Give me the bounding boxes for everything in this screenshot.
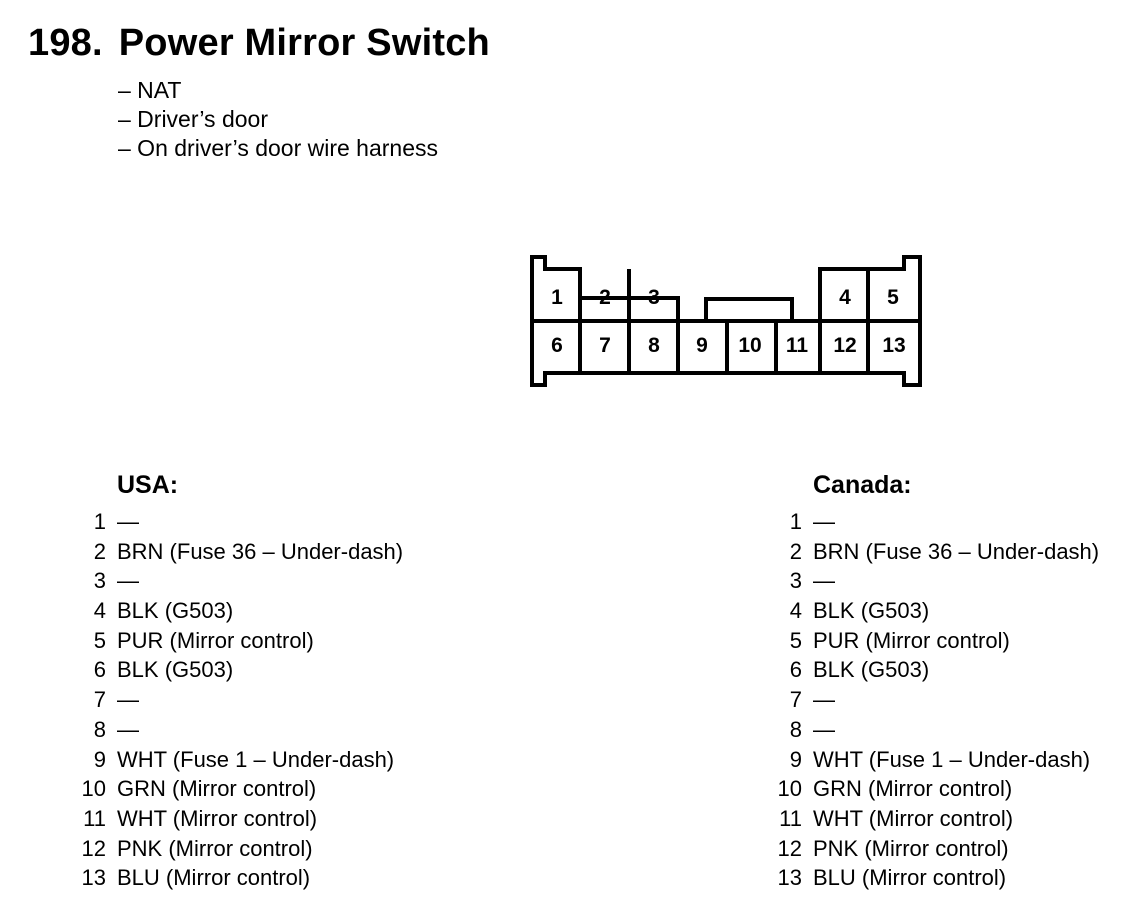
pin-number: 3 bbox=[93, 568, 106, 594]
list-item bbox=[756, 626, 1126, 656]
pin-description: PNK (Mirror control) bbox=[117, 835, 313, 861]
pin-description: — bbox=[813, 568, 835, 594]
list-item bbox=[756, 655, 1126, 685]
pin-number: 1 bbox=[789, 509, 802, 534]
pin-number: 4 bbox=[789, 598, 802, 624]
list-item bbox=[60, 626, 500, 656]
list-item bbox=[756, 715, 1126, 745]
pin-description: — bbox=[117, 687, 139, 713]
list-item bbox=[60, 715, 500, 745]
pin-label: 13 bbox=[882, 334, 906, 357]
list-item bbox=[756, 863, 1126, 893]
pin-number: 13 bbox=[777, 865, 802, 891]
list-item bbox=[756, 774, 1126, 804]
pin-description: BRN (Fuse 36 – Under-dash) bbox=[117, 538, 404, 564]
pin-label: 10 bbox=[738, 334, 762, 357]
pin-number: 12 bbox=[777, 835, 802, 861]
pin-label: 3 bbox=[648, 286, 660, 309]
pin-number: 3 bbox=[789, 568, 802, 594]
pin-number: 5 bbox=[789, 627, 802, 653]
pin-number: 9 bbox=[789, 746, 802, 772]
pin-number: 1 bbox=[93, 509, 106, 534]
pin-description: BLK (G503) bbox=[813, 657, 930, 683]
list-item bbox=[60, 774, 500, 804]
pin-number: 2 bbox=[93, 538, 106, 564]
pin-description: GRN (Mirror control) bbox=[117, 776, 317, 802]
list-item bbox=[60, 507, 500, 537]
list-item bbox=[60, 685, 500, 715]
pin-label: 12 bbox=[833, 334, 857, 357]
pin-number: 7 bbox=[789, 687, 802, 713]
pin-label: 7 bbox=[599, 334, 611, 357]
list-item bbox=[756, 596, 1126, 626]
pin-number: 11 bbox=[779, 805, 802, 831]
pin-label: 9 bbox=[696, 334, 708, 357]
pin-number: 13 bbox=[81, 865, 106, 891]
list-item bbox=[756, 834, 1126, 864]
pin-label: 8 bbox=[648, 334, 660, 357]
pin-description: BRN (Fuse 36 – Under-dash) bbox=[813, 538, 1100, 564]
pin-number: 4 bbox=[93, 598, 106, 624]
pin-description: WHT (Fuse 1 – Under-dash) bbox=[813, 746, 1091, 772]
subtitle-list bbox=[118, 76, 438, 163]
pin-number: 8 bbox=[93, 716, 106, 742]
pin-description: BLK (G503) bbox=[117, 598, 234, 624]
pin-description: WHT (Mirror control) bbox=[813, 805, 1014, 831]
pin-label: 1 bbox=[551, 286, 563, 309]
pin-description: BLU (Mirror control) bbox=[813, 865, 1007, 891]
list-item bbox=[756, 804, 1126, 834]
list-item bbox=[756, 537, 1126, 567]
pin-description: BLU (Mirror control) bbox=[117, 865, 311, 891]
pin-description: GRN (Mirror control) bbox=[813, 776, 1013, 802]
connector-diagram bbox=[528, 255, 928, 395]
pin-description: WHT (Fuse 1 – Under-dash) bbox=[117, 746, 395, 772]
title-text: Power Mirror Switch bbox=[118, 22, 490, 64]
pin-number: 2 bbox=[789, 538, 802, 564]
list-item bbox=[60, 863, 500, 893]
pin-number: 6 bbox=[789, 657, 802, 683]
page-title bbox=[28, 22, 490, 65]
pin-number: 8 bbox=[789, 716, 802, 742]
pin-number: 6 bbox=[93, 657, 106, 683]
list-item bbox=[756, 685, 1126, 715]
pin-description: — bbox=[813, 509, 835, 534]
pin-number: 10 bbox=[777, 776, 802, 802]
list-item bbox=[60, 537, 500, 567]
list-item bbox=[60, 655, 500, 685]
pin-number: 9 bbox=[93, 746, 106, 772]
pin-description: PUR (Mirror control) bbox=[813, 627, 1010, 653]
list-item bbox=[60, 834, 500, 864]
pin-label: 2 bbox=[599, 286, 611, 309]
pin-number: 12 bbox=[81, 835, 106, 861]
subtitle-market: – NAT bbox=[118, 77, 182, 103]
pin-description: BLK (G503) bbox=[117, 657, 234, 683]
pin-description: — bbox=[117, 509, 139, 534]
list-item bbox=[756, 566, 1126, 596]
pin-description: PNK (Mirror control) bbox=[813, 835, 1009, 861]
list-item bbox=[60, 566, 500, 596]
pin-description: — bbox=[117, 568, 139, 594]
list-item bbox=[756, 745, 1126, 775]
list-item bbox=[60, 745, 500, 775]
subtitle-location: – Driver’s door bbox=[118, 106, 268, 132]
pin-label: 4 bbox=[839, 286, 851, 309]
subtitle-harness: – On driver’s door wire harness bbox=[118, 135, 439, 161]
pin-number: 5 bbox=[93, 627, 106, 653]
usa-pin-list bbox=[60, 470, 500, 893]
pin-description: — bbox=[813, 716, 835, 742]
list-item bbox=[60, 804, 500, 834]
list-item bbox=[756, 507, 1126, 537]
list-item bbox=[60, 596, 500, 626]
pin-label: 5 bbox=[887, 286, 899, 309]
pin-number: 10 bbox=[81, 776, 106, 802]
pin-label: 11 bbox=[785, 334, 809, 357]
canada-heading: Canada: bbox=[813, 471, 912, 499]
pin-description: BLK (G503) bbox=[813, 598, 930, 624]
pin-description: — bbox=[117, 716, 139, 742]
pin-number: 11 bbox=[83, 805, 106, 831]
pin-description: PUR (Mirror control) bbox=[117, 627, 314, 653]
section-number: 198. bbox=[28, 22, 103, 64]
pin-description: — bbox=[813, 687, 835, 713]
pin-label: 6 bbox=[551, 334, 563, 357]
pin-description: WHT (Mirror control) bbox=[117, 805, 318, 831]
usa-heading: USA: bbox=[117, 471, 179, 499]
canada-pin-list bbox=[756, 470, 1126, 893]
pin-number: 7 bbox=[93, 687, 106, 713]
